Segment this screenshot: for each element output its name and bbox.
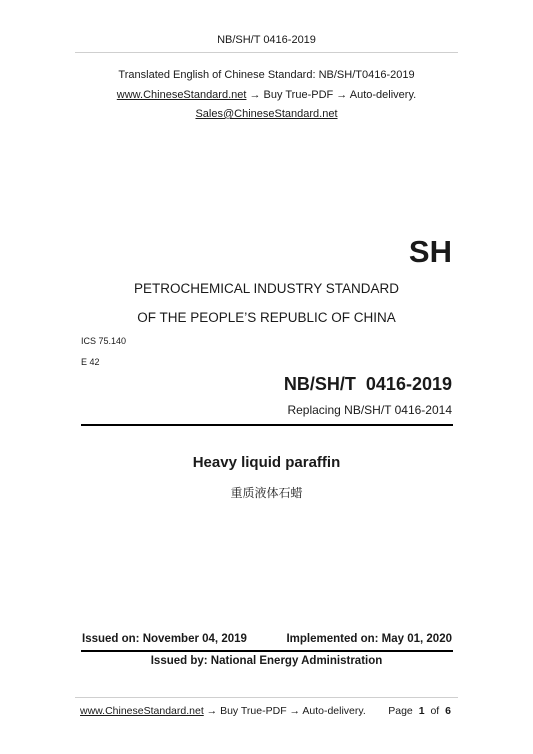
footer-buy-text: → Buy True-PDF → Auto-delivery. (206, 705, 366, 717)
replacing-text: Replacing NB/SH/T 0416-2014 (287, 403, 452, 417)
page-current: 1 (418, 705, 425, 717)
title-cn: 重质液体石蜡 (230, 486, 303, 500)
ics-code: ICS 75.140 (81, 336, 127, 346)
banner-links (0, 89, 533, 101)
header-divider (75, 52, 458, 53)
issued-on: Issued on: November 04, 2019 (82, 633, 247, 645)
implemented-on: Implemented on: May 01, 2020 (286, 633, 452, 645)
industry-line-2: OF THE PEOPLE’S REPUBLIC OF CHINA (137, 310, 396, 325)
buy-text: → Buy True-PDF → Auto-delivery. (249, 89, 417, 101)
industry-line-1: PETROCHEMICAL INDUSTRY STANDARD (133, 281, 400, 296)
footer-divider (75, 697, 458, 698)
title-en: Heavy liquid paraffin (192, 454, 341, 471)
banner-email (0, 108, 533, 120)
issued-by: Issued by: National Energy Administration (150, 655, 383, 667)
ccs-code: E 42 (81, 357, 100, 367)
standard-number: NB/SH/T 0416-2019 (283, 374, 452, 394)
page-indicator (388, 705, 451, 717)
page-label: Page (388, 705, 413, 717)
footer-site-link[interactable]: www.ChineseStandard.net (80, 705, 204, 717)
sh-mark: SH (408, 234, 452, 269)
title-divider (81, 424, 453, 426)
translated-line: Translated English of Chinese Standard: NB/SH/T0416-2019 (118, 69, 415, 81)
dates-divider (81, 650, 453, 652)
footer-links (80, 705, 366, 717)
email-link[interactable]: Sales@ChineseStandard.net (195, 108, 338, 120)
page-total: 6 (445, 705, 451, 717)
header-doc-code: NB/SH/T 0416-2019 (217, 34, 316, 46)
page-of: of (430, 705, 440, 717)
site-link[interactable]: www.ChineseStandard.net (116, 89, 247, 101)
